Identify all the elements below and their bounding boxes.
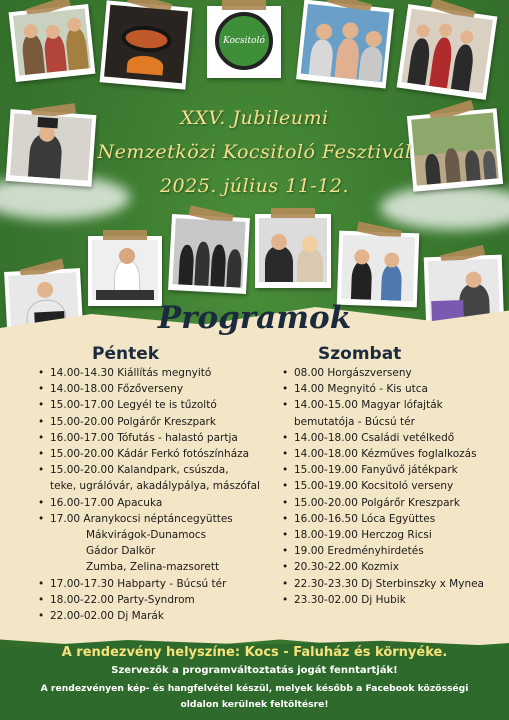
program-item: • 22.00-02.00 Dj Marák bbox=[36, 608, 260, 624]
program-item: Mákvirágok-Dunamocs bbox=[86, 529, 207, 542]
program-item: • 14.00-14.30 Kiállítás megnyitó bbox=[36, 365, 260, 381]
program-item: • 16.00-17.00 Tófutás - halastó partja bbox=[36, 430, 260, 446]
program-item: • 14.00 Megnyitó - Kis utca bbox=[280, 381, 484, 397]
program-item: teke, ugrálóvár, akadálypálya, mászófal bbox=[50, 480, 260, 493]
photo-brass-band bbox=[397, 4, 498, 100]
saturday-title: Szombat bbox=[318, 344, 402, 364]
festival-title-line-2: Nemzetközi Kocsitoló Fesztivál bbox=[97, 141, 412, 163]
program-item: • 14.00-18.00 Főzőverseny bbox=[36, 381, 260, 397]
media-notice-line-1: A rendezvényen kép- és hangfelvétel készül, melyek később a Facebook közösségi bbox=[40, 683, 469, 694]
photo-band-trio bbox=[9, 4, 96, 82]
program-item: • 15.00-20.00 Polgárőr Kreszpark bbox=[280, 495, 484, 511]
program-item: Gádor Dalkör bbox=[86, 545, 156, 558]
program-item: • 18.00-22.00 Party-Syndrom bbox=[36, 592, 260, 608]
program-item: • 14.00-18.00 Családi vetélkedő bbox=[280, 430, 484, 446]
media-notice-line-2: oldalon kerülnek feltöltésre! bbox=[180, 699, 329, 710]
photo-music-band bbox=[168, 214, 250, 294]
program-item: • 15.00-20.00 Polgárőr Kreszpark bbox=[36, 414, 260, 430]
program-item: • 17.00 Aranykocsi néptáncegyüttes bbox=[36, 511, 260, 527]
program-item: • 14.00-18.00 Kézműves foglalkozás bbox=[280, 446, 484, 462]
photo-logo bbox=[207, 6, 281, 78]
program-item: • 15.00-20.00 Kalandpark, csúszda, bbox=[36, 462, 260, 478]
venue-text: A rendezvény helyszíne: Kocs - Faluház és környéke. bbox=[61, 645, 448, 660]
program-item: Zumba, Zelina-mazsorett bbox=[86, 561, 220, 574]
program-item: • 14.00-15.00 Magyar lófajták bbox=[280, 397, 484, 413]
program-item: • 15.00-20.00 Kádár Ferkó fotószínháza bbox=[36, 446, 260, 462]
program-item: • 15.00-17.00 Legyél te is tűzoltó bbox=[36, 397, 260, 413]
photo-singer-duo bbox=[255, 214, 331, 288]
program-item: • 15.00-19.00 Fanyűvő játékpark bbox=[280, 462, 484, 478]
photo-dj-booth bbox=[88, 236, 162, 306]
program-item: • 16.00-16.50 Lóca Együttes bbox=[280, 511, 484, 527]
festival-date: 2025. július 11-12. bbox=[159, 175, 350, 197]
photo-cooking-pot bbox=[100, 0, 193, 89]
program-item: • 17.00-17.30 Habparty - Búcsú tér bbox=[36, 576, 260, 592]
programs-title: Programok bbox=[157, 300, 352, 336]
festival-logo bbox=[215, 12, 273, 70]
logo-text: Kocsitoló bbox=[223, 36, 265, 46]
program-item: • 22.30-23.30 Dj Sterbinszky x Mynea bbox=[280, 576, 484, 592]
photo-crowd-selfie bbox=[296, 0, 394, 88]
saturday-program-list bbox=[280, 365, 484, 608]
friday-program-list bbox=[36, 365, 260, 624]
festival-title-line-1: XXV. Jubileumi bbox=[180, 107, 329, 129]
program-item: • 18.00-19.00 Herczog Ricsi bbox=[280, 527, 484, 543]
program-item: • 15.00-19.00 Kocsitoló verseny bbox=[280, 478, 484, 494]
program-item: bemutatója - Búcsú tér bbox=[294, 415, 415, 428]
photo-dance-duo bbox=[337, 231, 420, 308]
program-item: • 20.30-22.00 Kozmix bbox=[280, 559, 484, 575]
program-item: • 23.30-02.00 Dj Hubik bbox=[280, 592, 484, 608]
friday-title: Péntek bbox=[92, 344, 160, 364]
program-item: • 16.00-17.00 Apacuka bbox=[36, 495, 260, 511]
program-item: • 08.00 Horgászverseny bbox=[280, 365, 484, 381]
program-item: • 19.00 Eredményhirdetés bbox=[280, 543, 484, 559]
change-notice: Szervezők a programváltoztatás jogát fenntartják! bbox=[111, 665, 398, 676]
